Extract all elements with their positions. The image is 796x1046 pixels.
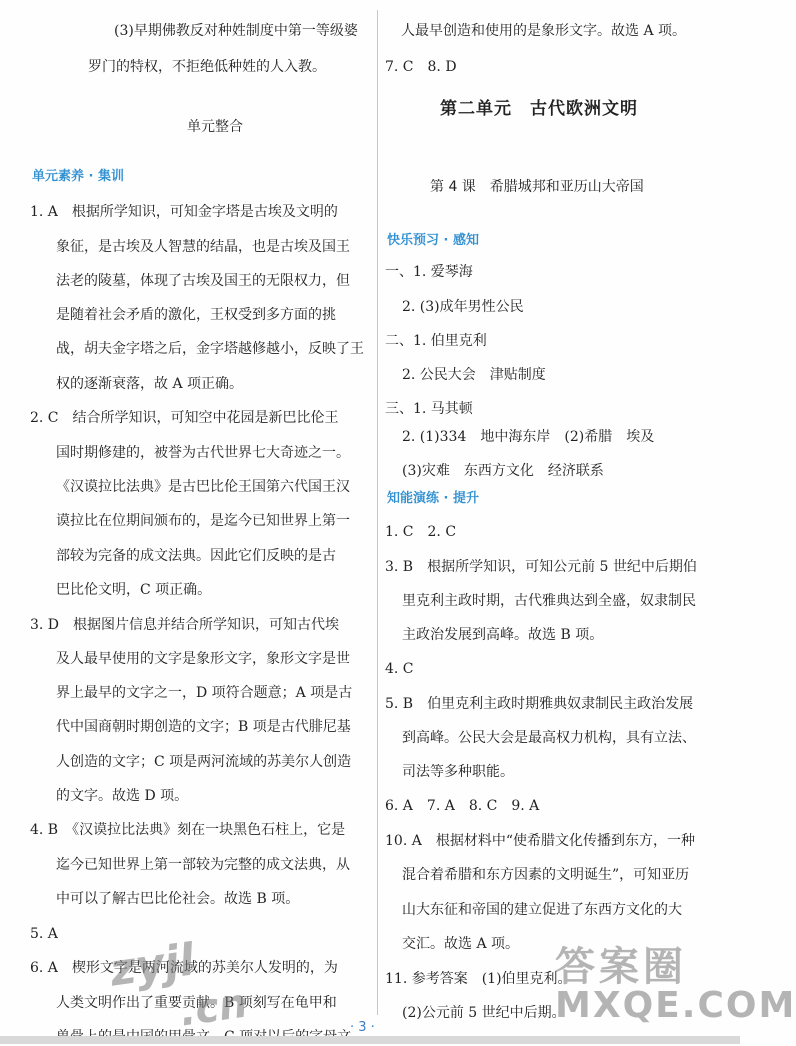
lesson-title: 第 4 课 希腊城邦和亚历山大帝国 <box>430 179 644 195</box>
left-answer-line: 4. B 《汉谟拉比法典》刻在一块黑色石柱上，它是 <box>30 822 346 838</box>
watermark-logo-text: 答案圈 <box>555 944 687 990</box>
left-answer-line: 国时期修建的，被誉为古代世界七大奇迹之一。 <box>56 445 350 461</box>
left-answer-line: 1. A 根据所学知识，可知金字塔是古埃及文明的 <box>30 204 338 220</box>
right-answer-line: 10. A 根据材料中“使希腊文化传播到东方，一种 <box>385 833 695 849</box>
column-divider <box>377 10 378 1015</box>
right-answer-line: 6. A 7. A 8. C 9. A <box>385 798 540 814</box>
right-answer-line: (2)公元前 5 世纪中后期。 <box>402 1005 566 1021</box>
right-answer-line: 2. (3)成年男性公民 <box>402 299 524 315</box>
section-heading-preview: 快乐预习 · 感知 <box>387 233 479 248</box>
right-answer-line: 到高峰。公民大会是最高权力机构，具有立法、 <box>402 730 696 746</box>
watermark-logo-url: MXQE.COM <box>555 985 796 1026</box>
left-answer-line: 谟拉比在位期间颁布的，是迄今已知世界上第一 <box>56 513 350 529</box>
right-answer-line: 5. B 伯里克利主政时期雅典奴隶制民主政治发展 <box>385 696 694 712</box>
right-answer-line: 一、1. 爱琴海 <box>385 264 473 280</box>
watermark-site: zyjl <box>106 934 198 997</box>
left-answer-line: 及人最早使用的文字是象形文字，象形文字是世 <box>56 651 350 667</box>
section-heading-unit-training: 单元素养 · 集训 <box>32 169 124 184</box>
page-bottom-edge <box>0 1036 740 1044</box>
left-answer-line: 代中国商朝时期创造的文字；B 项是古代腓尼基 <box>56 719 351 735</box>
left-answer-line: 5. A <box>30 926 58 942</box>
right-line-1: 人最早创造和使用的是象形文字。故选 A 项。 <box>401 23 687 39</box>
right-answer-line: 2. (1)334 地中海东岸 (2)希腊 埃及 <box>402 429 655 445</box>
left-line-2: 罗门的特权，不拒绝低种姓的人入教。 <box>88 59 326 75</box>
right-answer-line: 4. C <box>385 661 414 677</box>
watermark-site-tld: .cn <box>177 980 251 1036</box>
left-line-1: (3)早期佛教反对种姓制度中第一等级婆 <box>114 23 358 39</box>
left-answer-line: 迄今已知世界上第一部较为完整的成文法典，从 <box>56 857 350 873</box>
left-answer-line: 部较为完备的成文法典。因此它们反映的是古 <box>56 548 336 564</box>
left-answer-line: 6. A 楔形文字是两河流域的苏美尔人发明的，为 <box>30 960 338 976</box>
unit-summary-title: 单元整合 <box>187 119 243 135</box>
section-heading-practice: 知能演练 · 提升 <box>387 491 479 506</box>
left-answer-line: 法老的陵墓，体现了古埃及国王的无限权力，但 <box>56 273 350 289</box>
left-answer-line: 人类文明作出了重要贡献。B 项刻写在龟甲和 <box>56 995 337 1011</box>
right-answer-line: 主政治发展到高峰。故选 B 项。 <box>402 627 604 643</box>
left-answer-line: 2. C 结合所学知识，可知空中花园是新巴比伦王 <box>30 410 339 426</box>
page-number: · 3 · <box>350 1020 375 1035</box>
right-answer-line: 里克利主政时期，古代雅典达到全盛，奴隶制民 <box>402 593 696 609</box>
left-answer-line: 的文字。故选 D 项。 <box>56 788 189 804</box>
left-answer-line: 巴比伦文明，C 项正确。 <box>56 582 212 598</box>
left-answer-line: 3. D 根据图片信息并结合所学知识，可知古代埃 <box>30 617 340 633</box>
right-answer-line: 2. 公民大会 津贴制度 <box>402 367 546 383</box>
left-answer-line: 权的逐渐衰落，故 A 项正确。 <box>56 376 244 392</box>
unit-two-title: 第二单元 古代欧洲文明 <box>440 99 638 119</box>
right-answer-line: 司法等多种职能。 <box>402 764 514 780</box>
left-answer-line: 中可以了解古巴比伦社会。故选 B 项。 <box>56 891 300 907</box>
left-answer-line: 人创造的文字；C 项是两河流域的苏美尔人创造 <box>56 754 352 770</box>
right-answer-line: 11. 参考答案 (1)伯里克利。 <box>385 971 572 987</box>
left-answer-line: 战，胡夫金字塔之后，金字塔越修越小，反映了王 <box>56 341 364 357</box>
left-answer-line: 是随着社会矛盾的激化，王权受到多方面的挑 <box>56 307 336 323</box>
right-answer-line: 3. B 根据所学知识，可知公元前 5 世纪中后期伯 <box>385 559 697 575</box>
left-answer-line: 界上最早的文字之一，D 项符合题意；A 项是古 <box>56 685 353 701</box>
right-answer-line: (3)灾难 东西方文化 经济联系 <box>402 463 604 479</box>
right-answer-line: 交汇。故选 A 项。 <box>402 936 520 952</box>
right-answer-line: 山大东征和帝国的建立促进了东西方文化的大 <box>402 902 682 918</box>
right-answer-line: 1. C 2. C <box>385 524 457 540</box>
right-answer-line: 二、1. 伯里克利 <box>385 333 487 349</box>
right-answer-line: 混合着希腊和东方因素的文明诞生”，可知亚历 <box>402 867 690 883</box>
watermark-logo <box>555 935 796 1035</box>
right-line-2: 7. C 8. D <box>385 59 457 75</box>
left-answer-line: 《汉谟拉比法典》是古巴比伦王国第六代国王汉 <box>56 479 350 495</box>
left-answer-line: 象征，是古埃及人智慧的结晶，也是古埃及国王 <box>56 239 350 255</box>
right-answer-line: 三、1. 马其顿 <box>385 401 473 417</box>
